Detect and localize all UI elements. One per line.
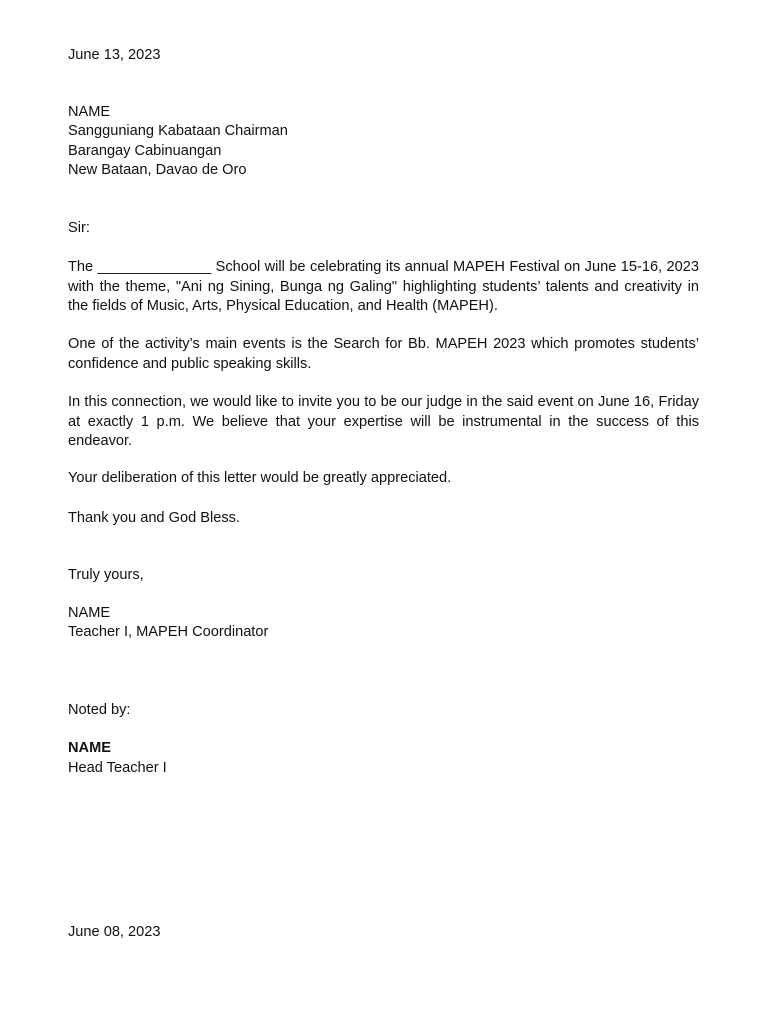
footer-date: June 08, 2023: [68, 924, 161, 940]
closing: Truly yours,: [68, 567, 144, 583]
recipient-title: Sangguniang Kabataan Chairman: [68, 123, 288, 139]
noter-name: NAME: [68, 740, 111, 756]
sender-title: Teacher I, MAPEH Coordinator: [68, 624, 269, 640]
noted-by-label: Noted by:: [68, 702, 131, 718]
paragraph-festival: The ______________ School will be celebrating its annual MAPEH Festival on June 15-16, 2023 with the theme, "Ani ng Sining, Bunga ng Galing" highlighting students’ talents and creativity in the fields of Music, Arts, Physical Education, and Health (MAPEH).: [68, 259, 699, 314]
recipient-name: NAME: [68, 104, 111, 120]
salutation: Sir:: [68, 220, 90, 236]
sender-name: NAME: [68, 605, 111, 621]
letter-date: June 13, 2023: [68, 47, 161, 63]
recipient-barangay: Barangay Cabinuangan: [68, 143, 222, 159]
paragraph-invitation: In this connection, we would like to invite you to be our judge in the said event on June 16, Friday at exactly 1 p.m. We believe that your expertise will be instrumental in the success of this endeavor.: [68, 394, 699, 449]
paragraph-main-event: One of the activity’s main events is the Search for Bb. MAPEH 2023 which promotes students’ confidence and public speaking skills.: [68, 336, 699, 372]
paragraph-appreciation: Your deliberation of this letter would be greatly appreciated.: [68, 470, 452, 486]
recipient-location: New Bataan, Davao de Oro: [68, 162, 247, 178]
noter-title: Head Teacher I: [68, 760, 167, 776]
paragraph-thanks: Thank you and God Bless.: [68, 510, 240, 526]
